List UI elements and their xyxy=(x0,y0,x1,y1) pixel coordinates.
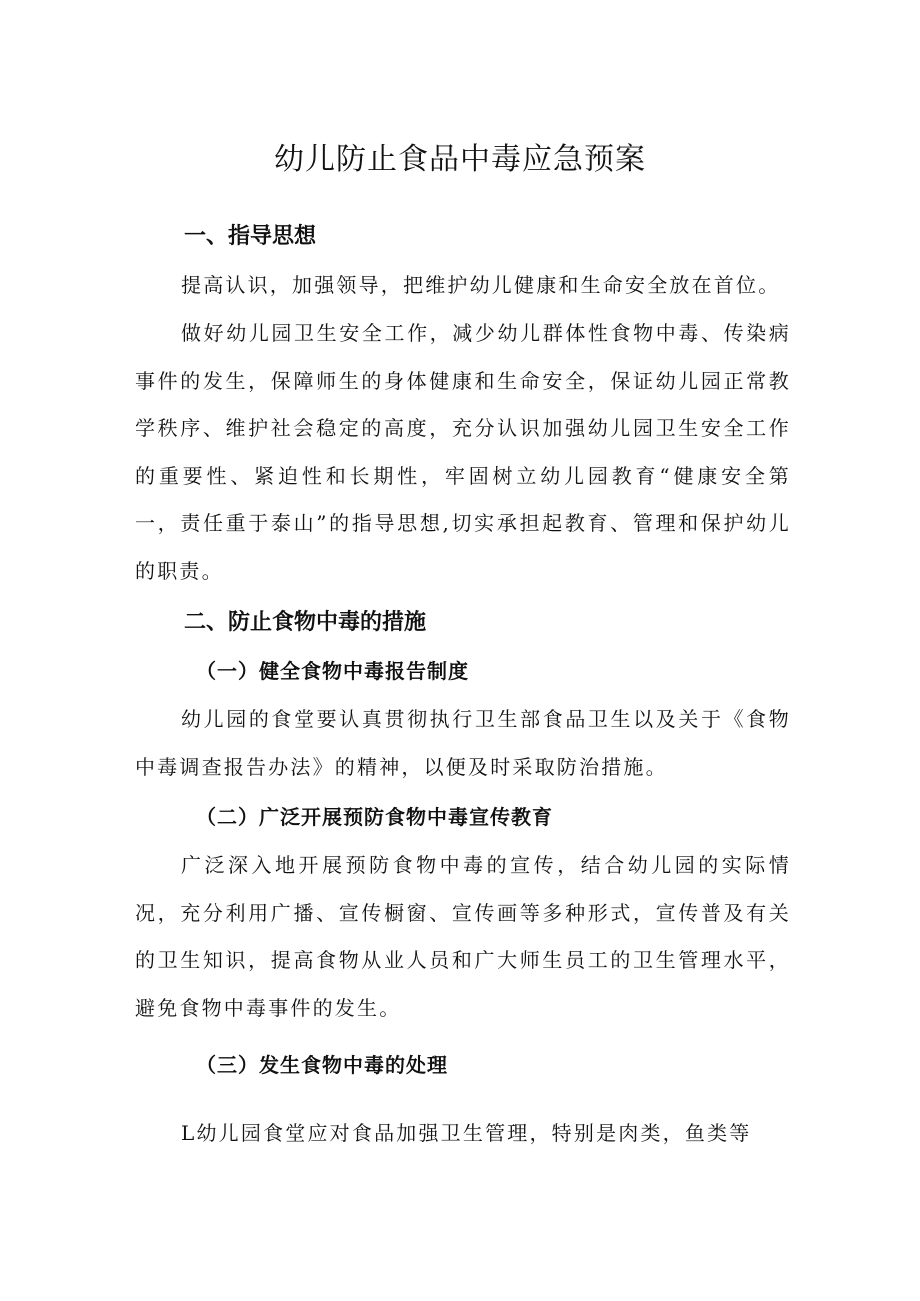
subsection-heading-poisoning-handling: （三）发生食物中毒的处理 xyxy=(196,1053,448,1077)
paragraph-poisoning-handling: L幼儿园食堂应对食品加强卫生管理，特别是肉类，鱼类等 xyxy=(181,1121,752,1145)
document-title: 幼儿防止食品中毒应急预案 xyxy=(274,142,646,177)
subsection-heading-publicity-education: （二）广泛开展预防食物中毒宣传教育 xyxy=(196,805,553,829)
section-heading-prevention-measures: 二、防止食物中毒的措施 xyxy=(184,610,427,635)
section-heading-guiding-ideology: 一、指导思想 xyxy=(184,224,317,249)
subsection-heading-reporting-system: （一）健全食物中毒报告制度 xyxy=(196,659,469,683)
paragraph-reporting-system: 幼儿园的食堂要认真贯彻执行卫生部食品卫生以及关于《食物中毒调查报告办法》的精神，以便及时采取防治措施。 xyxy=(135,707,791,779)
paragraph-publicity-education: 广泛深入地开展预防食物中毒的宣传，结合幼儿园的实际情况，充分利用广播、宣传橱窗、宣传画等多种形式，宣传普及有关的卫生知识，提高食物从业人员和广大师生员工的卫生管理水平，避免食物中毒事件的发生。 xyxy=(135,853,791,1020)
paragraph-safety-work: 做好幼儿园卫生安全工作，减少幼儿群体性食物中毒、传染病事件的发生，保障师生的身体健康和生命安全，保证幼儿园正常教学秩序、维护社会稳定的高度，充分认识加强幼儿园卫生安全工作的重要性、紧迫性和长期性，牢固树立幼儿园教育“健康安全第一，责任重于泰山”的指导思想,切实承担起教育、管理和保护幼儿的职责。 xyxy=(135,321,791,583)
paragraph-awareness: 提高认识，加强领导，把维护幼儿健康和生命安全放在首位。 xyxy=(181,273,781,297)
